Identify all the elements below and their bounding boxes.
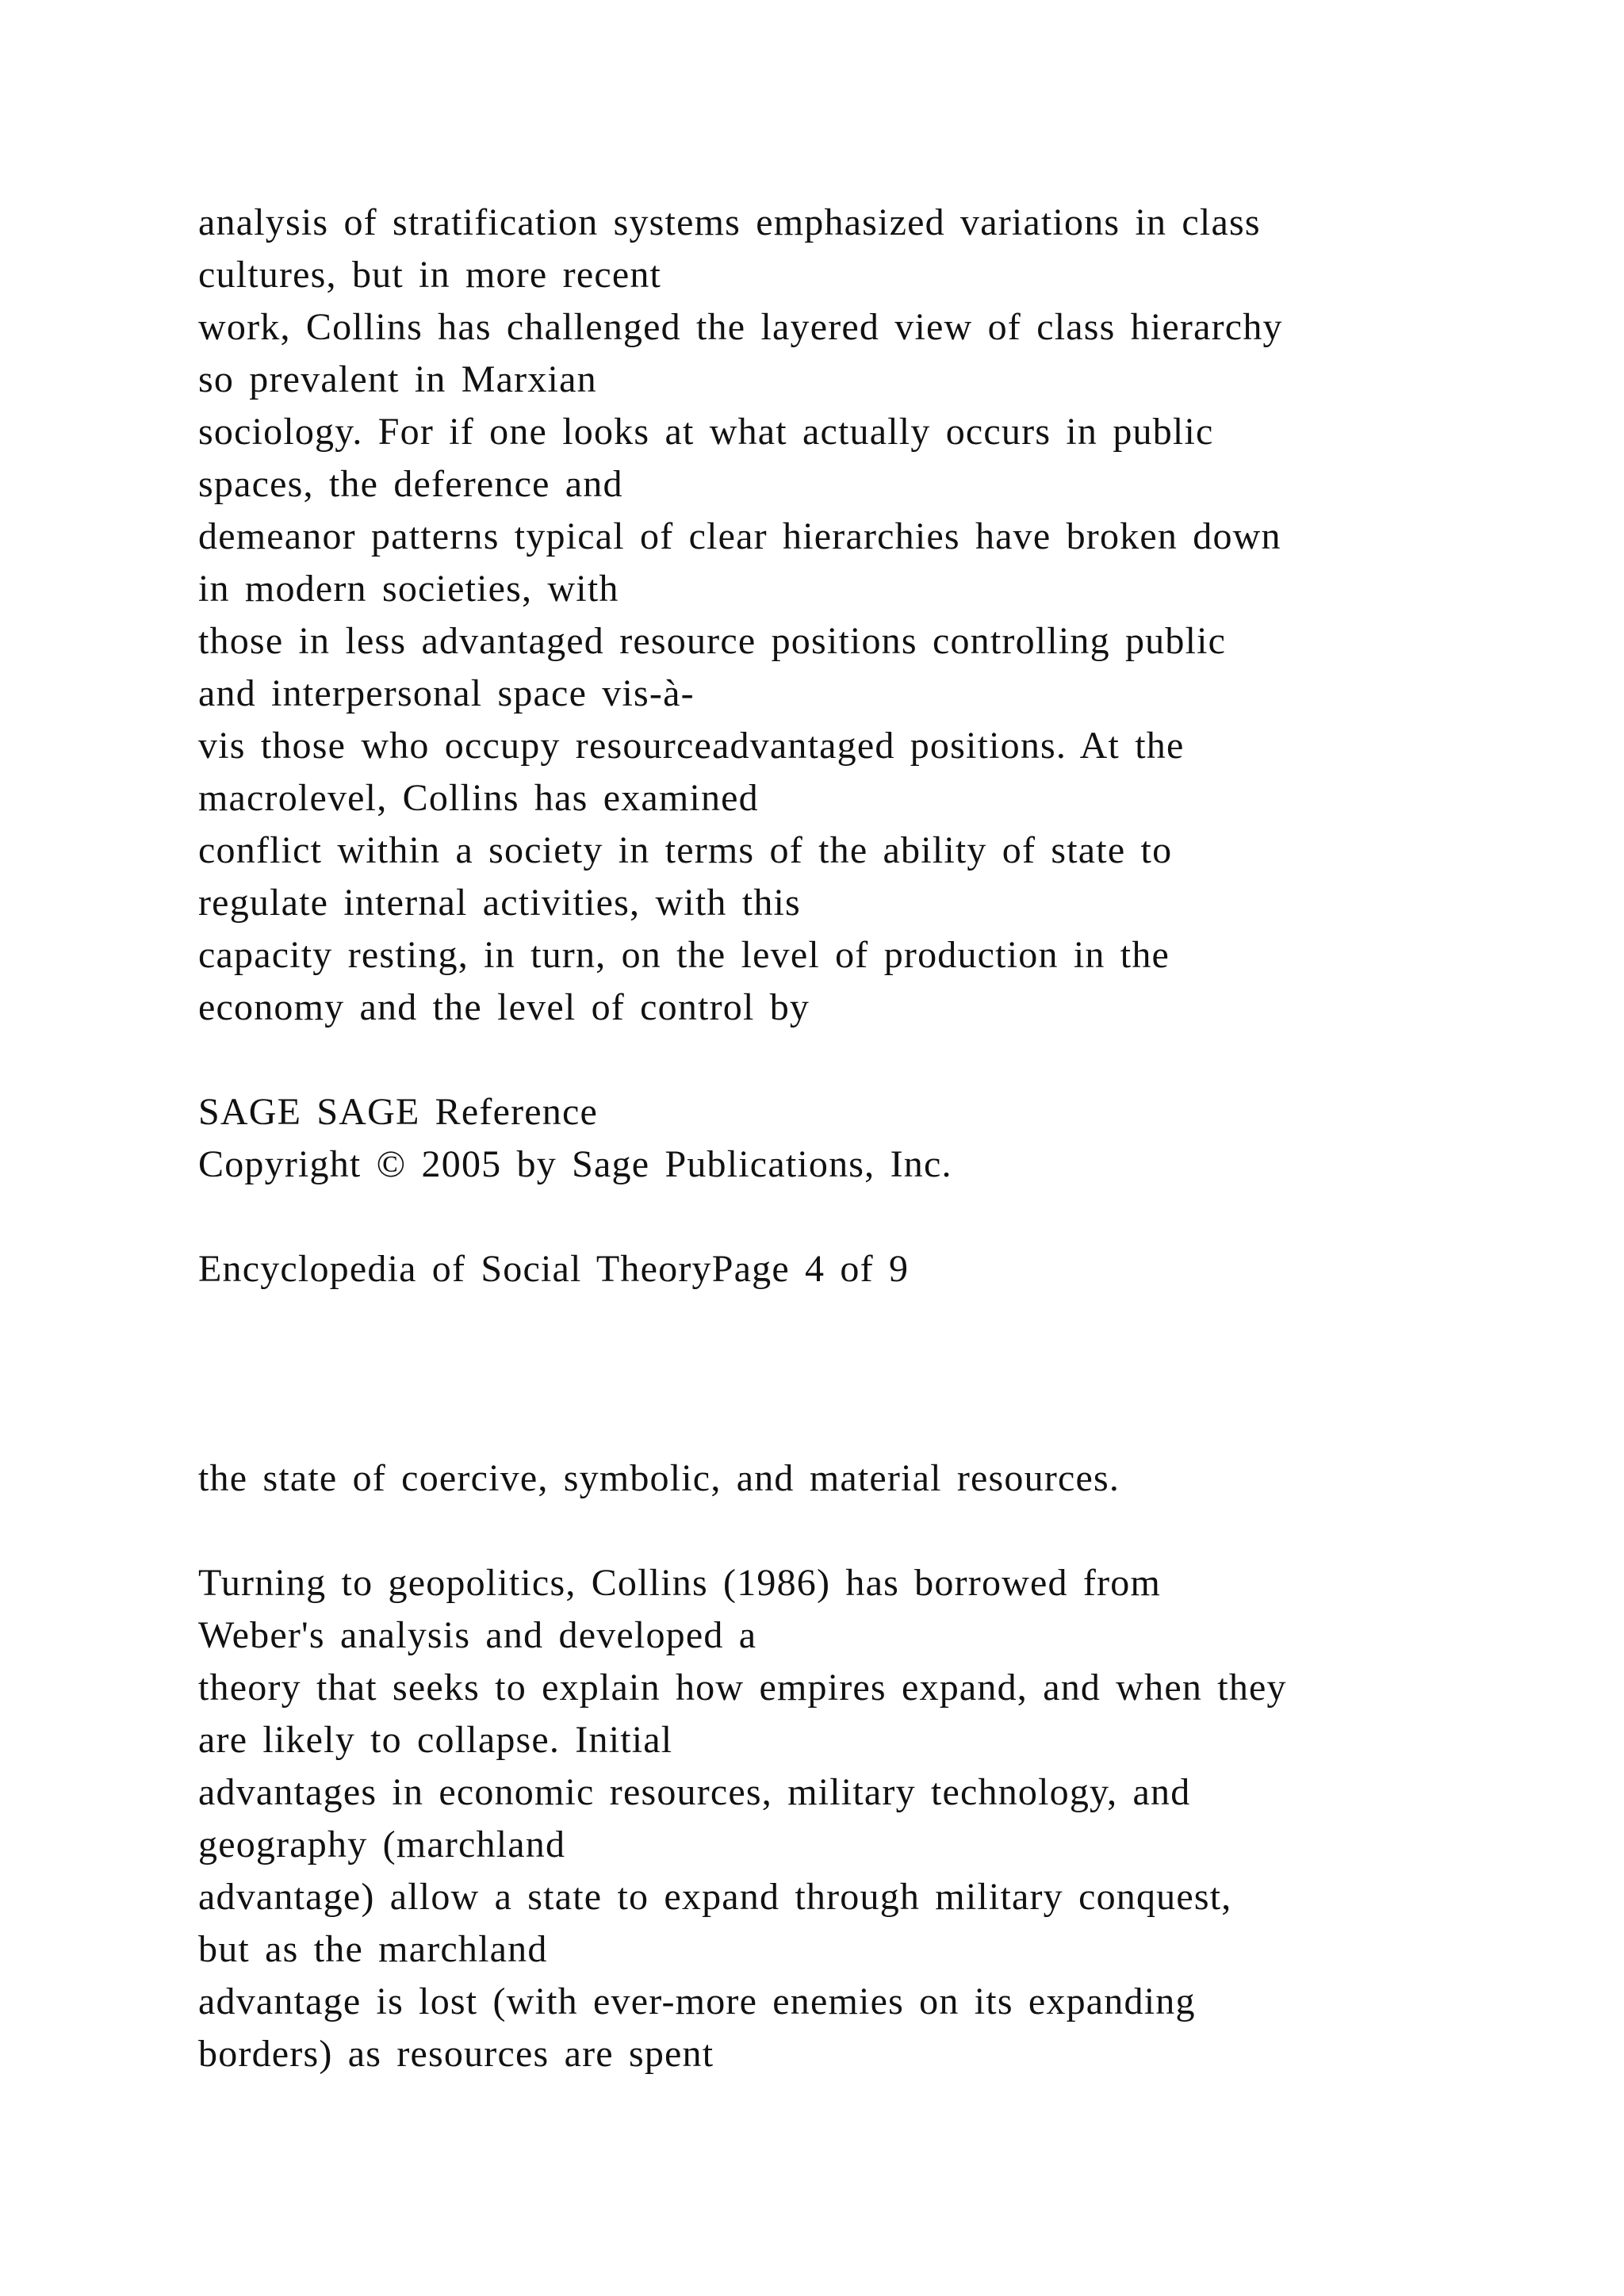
body-text-line: spaces, the deference and — [198, 463, 623, 505]
body-text-line: in modern societies, with — [198, 568, 619, 610]
body-text-line: vis those who occupy resourceadvantaged positions. At the — [198, 725, 1185, 767]
body-text-line: advantages in economic resources, military technology, and — [198, 1771, 1191, 1813]
body-text-line: are likely to collapse. Initial — [198, 1719, 673, 1761]
body-text-line: macrolevel, Collins has examined — [198, 777, 759, 819]
body-text-line: demeanor patterns typical of clear hierarchies have broken down — [198, 515, 1281, 557]
body-text-line: economy and the level of control by — [198, 986, 810, 1028]
body-text-line: regulate internal activities, with this — [198, 882, 801, 924]
body-text-line: advantage) allow a state to expand through military conquest, — [198, 1876, 1232, 1918]
body-text-line: theory that seeks to explain how empires expand, and when they — [198, 1667, 1287, 1709]
publisher-line: SAGE SAGE Reference — [198, 1091, 598, 1133]
body-text-line: conflict within a society in terms of the ability of state to — [198, 829, 1173, 871]
body-text-line: borders) as resources are spent — [198, 2033, 714, 2075]
body-text-line: analysis of stratification systems emphasized variations in class — [198, 201, 1261, 243]
body-text-line: capacity resting, in turn, on the level of production in the — [198, 934, 1170, 976]
body-text-line: Weber's analysis and developed a — [198, 1614, 757, 1656]
body-text-line: those in less advantaged resource positions controlling public — [198, 620, 1227, 662]
copyright-line: Copyright © 2005 by Sage Publications, Inc. — [198, 1143, 952, 1185]
body-text-line: sociology. For if one looks at what actually occurs in public — [198, 411, 1214, 453]
body-text-line: geography (marchland — [198, 1823, 566, 1866]
body-text-line: advantage is lost (with ever-more enemies on its expanding — [198, 1980, 1196, 2022]
body-text-line: the state of coercive, symbolic, and material resources. — [198, 1457, 1120, 1499]
body-text-line: and interpersonal space vis-à- — [198, 672, 695, 714]
body-text-line: work, Collins has challenged the layered view of class hierarchy — [198, 306, 1283, 348]
body-text-line: Turning to geopolitics, Collins (1986) has borrowed from — [198, 1562, 1162, 1604]
body-text-line: but as the marchland — [198, 1928, 548, 1970]
page-footer: Encyclopedia of Social TheoryPage 4 of 9 — [198, 1248, 910, 1290]
body-text-line: cultures, but in more recent — [198, 254, 662, 296]
body-text-line: so prevalent in Marxian — [198, 358, 597, 400]
